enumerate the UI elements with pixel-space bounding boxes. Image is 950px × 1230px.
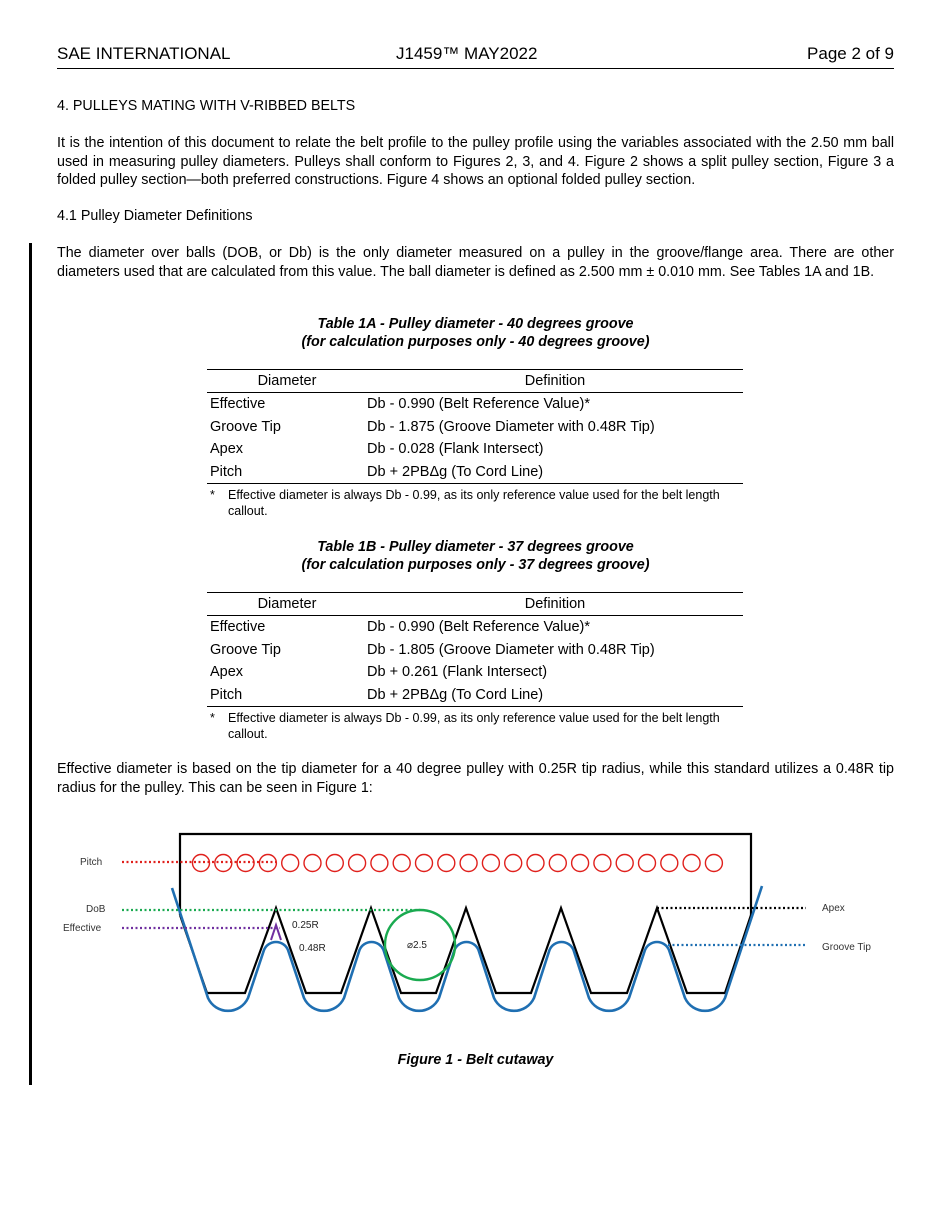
table-header-row: [207, 370, 743, 393]
cell-diameter: Pitch: [210, 463, 243, 480]
table-row: [207, 684, 743, 707]
label-ball-diameter: ⌀2.5: [407, 940, 427, 951]
label-pitch: Pitch: [80, 857, 103, 868]
label-groove-tip: Groove Tip: [822, 942, 871, 953]
table-row: [207, 461, 743, 484]
table-header-row: [207, 593, 743, 616]
cord-circle: [572, 855, 589, 872]
cell-definition: Db - 0.990 (Belt Reference Value)*: [367, 396, 590, 412]
cord-circle: [460, 855, 477, 872]
cell-definition: Db + 2PBΔg (To Cord Line): [367, 463, 544, 480]
cord-circle: [549, 855, 566, 872]
cell-diameter: Effective: [210, 619, 266, 635]
cord-circle: [326, 855, 343, 872]
page-header: [57, 44, 894, 69]
table-1b-subcaption: (for calculation purposes only - 37 degrees groove): [301, 557, 650, 573]
table-1b: [207, 592, 743, 742]
figure-1-caption: Figure 1 - Belt cutaway: [397, 1052, 554, 1068]
col-header-definition: Definition: [524, 596, 586, 612]
cell-definition: Db - 1.875 (Groove Diameter with 0.48R Tip): [367, 418, 655, 435]
cord-circle: [393, 855, 410, 872]
cell-definition: Db - 0.990 (Belt Reference Value)*: [367, 619, 590, 635]
footnote-text: Effective diameter is always Db - 0.99, as its only reference value used for the belt length callout.: [228, 711, 720, 741]
cord-circle: [616, 855, 633, 872]
table-1b-caption: Table 1B - Pulley diameter - 37 degrees groove: [317, 539, 634, 555]
cell-diameter: Groove Tip: [210, 641, 281, 658]
cell-definition: Db + 0.261 (Flank Intersect): [367, 664, 548, 680]
table-row: [207, 416, 743, 439]
table-1a: [207, 369, 743, 519]
cell-definition: Db + 2PBΔg (To Cord Line): [367, 686, 544, 703]
footnote-text: Effective diameter is always Db - 0.99, as its only reference value used for the belt length callout.: [228, 488, 720, 518]
cord-circle: [438, 855, 455, 872]
cord-circle: [639, 855, 656, 872]
footnote-mark: *: [210, 711, 215, 725]
table-row: [207, 661, 743, 684]
cell-diameter: Apex: [210, 441, 244, 457]
cell-diameter: Effective: [210, 396, 266, 412]
section-4-1-paragraph: The diameter over balls (DOB, or Db) is the only diameter measured on a pulley in the groove/flange area. There are other diameters used that are calculated from this value. The ball diameter is defined as 2.500 mm ± 0.010 mm. See Tables 1A and 1B.: [57, 245, 894, 280]
table-row: [207, 438, 743, 461]
label-025r: 0.25R: [292, 920, 319, 931]
cord-circle: [349, 855, 366, 872]
cord-circle: [304, 855, 321, 872]
cord-circle: [482, 855, 499, 872]
col-header-definition: Definition: [524, 373, 586, 389]
footnote-mark: *: [210, 488, 215, 502]
label-apex: Apex: [822, 903, 845, 914]
table-1a-subcaption: (for calculation purposes only - 40 degrees groove): [301, 334, 650, 350]
figure-1-belt-cutaway: [0, 800, 950, 1040]
section-4-heading: 4. PULLEYS MATING WITH V-RIBBED BELTS: [57, 98, 356, 114]
table-row: [207, 616, 743, 639]
cord-circle: [705, 855, 722, 872]
cell-definition: Db - 0.028 (Flank Intersect): [367, 441, 544, 457]
label-effective: Effective: [63, 923, 102, 934]
table-row: [207, 393, 743, 416]
belt-outline: [180, 834, 751, 915]
cord-circle: [505, 855, 522, 872]
label-048r: 0.48R: [299, 943, 326, 954]
table-1b-footnote: [207, 706, 743, 742]
cell-definition: Db - 1.805 (Groove Diameter with 0.48R Tip): [367, 641, 655, 658]
header-org: SAE INTERNATIONAL: [57, 44, 231, 63]
col-header-diameter: Diameter: [257, 596, 317, 612]
cord-circle: [416, 855, 433, 872]
effective-diameter-paragraph: Effective diameter is based on the tip diameter for a 40 degree pulley with 0.25R tip radius, while this standard utilizes a 0.48R tip radius for the pulley. This can be seen in Figure 1:: [57, 761, 894, 796]
header-page-number: Page 2 of 9: [807, 44, 894, 63]
cell-diameter: Apex: [210, 664, 244, 680]
table-1a-footnote: [207, 483, 743, 519]
cell-diameter: Groove Tip: [210, 418, 281, 435]
table-1a-caption: Table 1A - Pulley diameter - 40 degrees groove: [317, 316, 634, 332]
cord-circle: [527, 855, 544, 872]
table-row: [207, 639, 743, 662]
label-dob: DoB: [86, 904, 106, 915]
belt-ribs: [180, 908, 751, 993]
cord-circle: [683, 855, 700, 872]
cord-circle: [594, 855, 611, 872]
section-4-1-heading: 4.1 Pulley Diameter Definitions: [57, 208, 253, 224]
header-doc-id: J1459™ MAY2022: [396, 44, 538, 63]
col-header-diameter: Diameter: [257, 373, 317, 389]
cell-diameter: Pitch: [210, 686, 243, 703]
cord-circle: [661, 855, 678, 872]
cord-circle: [282, 855, 299, 872]
cord-circle: [371, 855, 388, 872]
section-4-paragraph: It is the intention of this document to relate the belt profile to the pulley profile using the variables associated with the 2.50 mm ball used in measuring pulley diameters. Pulleys shall conform to Figures 2, 3, and 4. Figure 2 shows a split pulley section, Figure 3 a folded pulley section—both preferred constructions. Figure 4 shows an optional folded pulley section.: [57, 135, 894, 188]
